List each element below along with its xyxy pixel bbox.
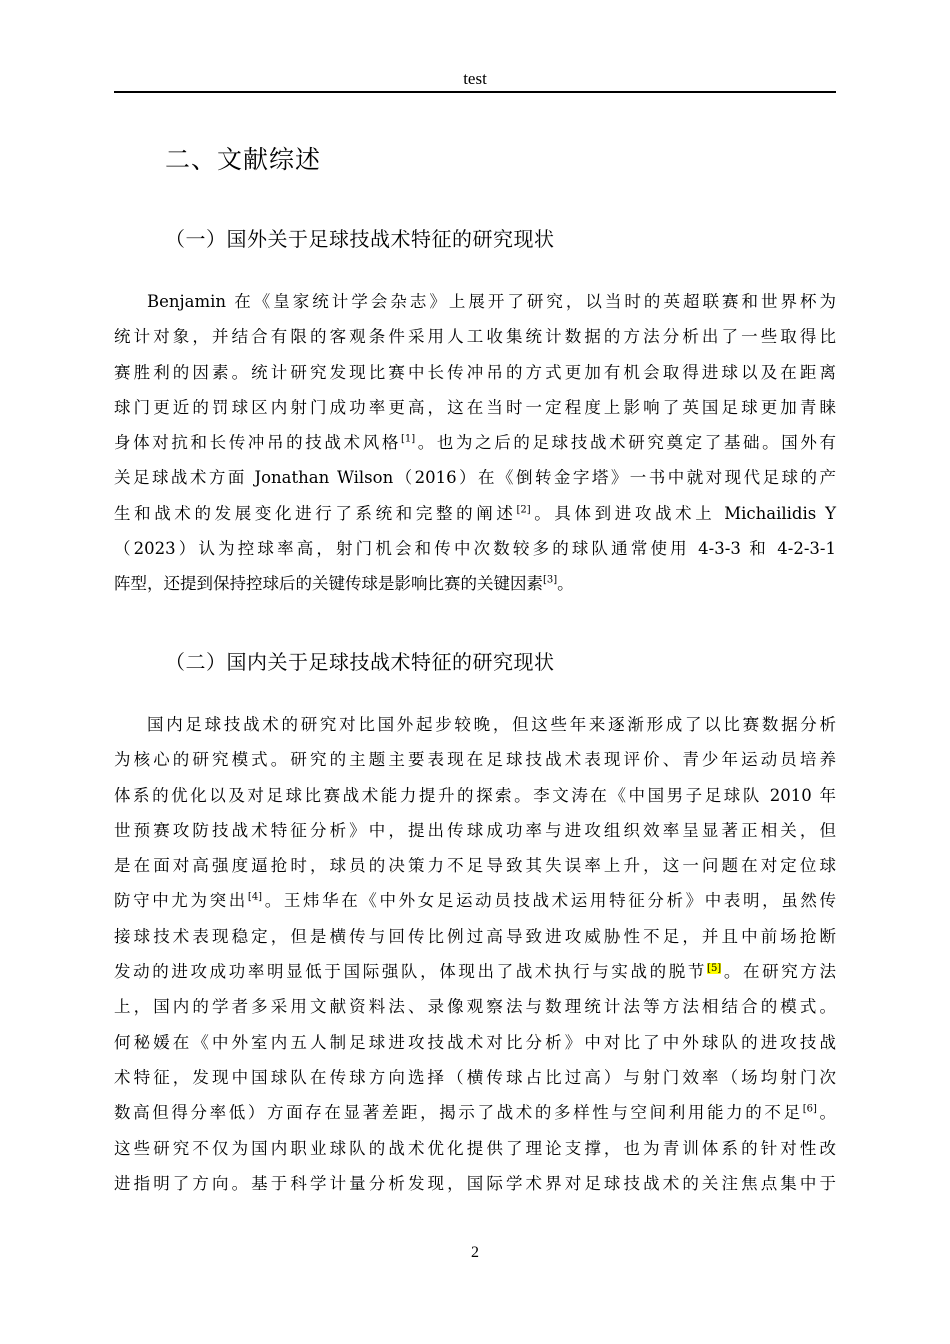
citation-ref: [4] [247, 891, 263, 903]
text-segment: 进指明了方向。基于科学计量分析发现，国际学术界对足球技战术的关注焦点集中于 [114, 1173, 836, 1193]
subsection-title-domestic: （二）国内关于足球技战术特征的研究现状 [165, 650, 555, 674]
citation-ref: [2] [516, 504, 531, 516]
text-segment: 接球技术表现稳定，但是横传与回传比例过高导致进攻威胁性不足，并且中前场抢断 [114, 926, 836, 946]
citation-ref: [3] [543, 574, 558, 586]
text-line [114, 531, 836, 566]
citation-ref: [6] [802, 1103, 817, 1115]
text-segment: 国内足球技战术的研究对比国外起步较晚，但这些年来逐渐形成了以比赛数据分析 [147, 715, 836, 734]
text-segment: 。具体到进攻战术上 Michailidis Y [530, 503, 836, 523]
header-divider [114, 91, 836, 93]
text-segment: 这些研究不仅为国内职业球队的战术优化提供了理论支撑，也为青训体系的针对性改 [114, 1138, 836, 1158]
text-segment: 上，国内的学者多采用文献资料法、录像观察法与数理统计法等方法相结合的模式。 [114, 997, 836, 1017]
text-segment: 。 [557, 574, 574, 594]
text-segment: 。也为之后的足球技战术研究奠定了基础。国外有 [415, 433, 837, 453]
text-segment: 防守中尤为突出 [114, 891, 248, 911]
text-line [114, 460, 836, 495]
text-segment: 是在面对高强度逼抢时，球员的决策力不足导致其失误率上升，这一问题在对定位球 [114, 856, 836, 876]
section-title: 二、文献综述 [165, 145, 322, 174]
paragraph-foreign-research [114, 284, 836, 602]
text-line [114, 390, 836, 425]
citation-ref: [1] [400, 433, 416, 445]
text-line [114, 1060, 836, 1095]
text-line [114, 742, 836, 777]
text-segment: 球门更近的罚球区内射门成功率更高，这在当时一定程度上影响了英国足球更加青睐 [114, 397, 836, 417]
text-segment: 发动的进攻成功率明显低于国际强队，体现出了战术执行与实战的脱节 [114, 962, 708, 982]
citation-ref-highlighted: [5] [707, 962, 722, 974]
text-line [114, 496, 836, 531]
text-line [114, 778, 836, 813]
text-line [114, 707, 836, 742]
text-line [114, 284, 836, 319]
text-segment: 生和战术的发展变化进行了系统和完整的阐述 [114, 503, 517, 523]
text-segment: 数高但得分率低）方面存在显著差距，揭示了战术的多样性与空间利用能力的不足 [114, 1103, 803, 1123]
text-segment: 体系的优化以及对足球比赛战术能力提升的探索。李文涛在《中国男子足球队 2010 年 [114, 785, 836, 805]
text-segment: 。 [816, 1103, 837, 1123]
text-line [114, 1166, 836, 1201]
text-line [114, 813, 836, 848]
text-line [114, 566, 836, 601]
text-line [114, 425, 836, 460]
subsection-title-foreign: （一）国外关于足球技战术特征的研究现状 [165, 227, 555, 251]
text-segment: 为核心的研究模式。研究的主题主要表现在足球技战术表现评价、青少年运动员培养 [114, 750, 836, 770]
text-line [114, 919, 836, 954]
text-segment: 。在研究方法 [721, 962, 837, 982]
text-segment: 世预赛攻防技战术特征分析》中，提出传球成功率与进攻组织效率呈显著正相关，但 [114, 820, 836, 840]
text-segment: 统计对象，并结合有限的客观条件采用人工收集统计数据的方法分析出了一些取得比 [114, 327, 836, 347]
text-line [114, 954, 836, 989]
page-header: test [463, 69, 487, 88]
text-line [114, 848, 836, 883]
text-segment: 。王炜华在《中外女足运动员技战术运用特征分析》中表明，虽然传 [262, 891, 837, 911]
page-number: 2 [471, 1244, 479, 1261]
text-segment: 阵型，还提到保持控球后的关键传球是影响比赛的关键因素 [114, 574, 543, 594]
text-segment: Benjamin 在《皇家统计学会杂志》上展开了研究，以当时的英超联赛和世界杯为 [147, 292, 836, 311]
text-segment: 身体对抗和长传冲吊的技战术风格 [114, 433, 401, 453]
text-line [114, 883, 836, 918]
text-line [114, 319, 836, 354]
text-line [114, 355, 836, 390]
text-line [114, 1095, 836, 1130]
text-segment: （2023）认为控球率高，射门机会和传中次数较多的球队通常使用 4-3-3 和 4-2-3-1 [114, 539, 836, 559]
text-segment: 术特征，发现中国球队在传球方向选择（横传球占比过高）与射门效率（场均射门次 [114, 1067, 836, 1087]
paragraph-domestic-research [114, 707, 836, 1201]
text-segment: 关足球战术方面 Jonathan Wilson（2016）在《倒转金字塔》一书中就对现代足球的产 [114, 468, 836, 488]
text-segment: 赛胜利的因素。统计研究发现比赛中长传冲吊的方式更加有机会取得进球以及在距离 [114, 362, 836, 382]
text-line [114, 1025, 836, 1060]
text-segment: 何秘媛在《中外室内五人制足球进攻技战术对比分析》中对比了中外球队的进攻技战 [114, 1032, 836, 1052]
text-line [114, 1131, 836, 1166]
text-line [114, 989, 836, 1024]
